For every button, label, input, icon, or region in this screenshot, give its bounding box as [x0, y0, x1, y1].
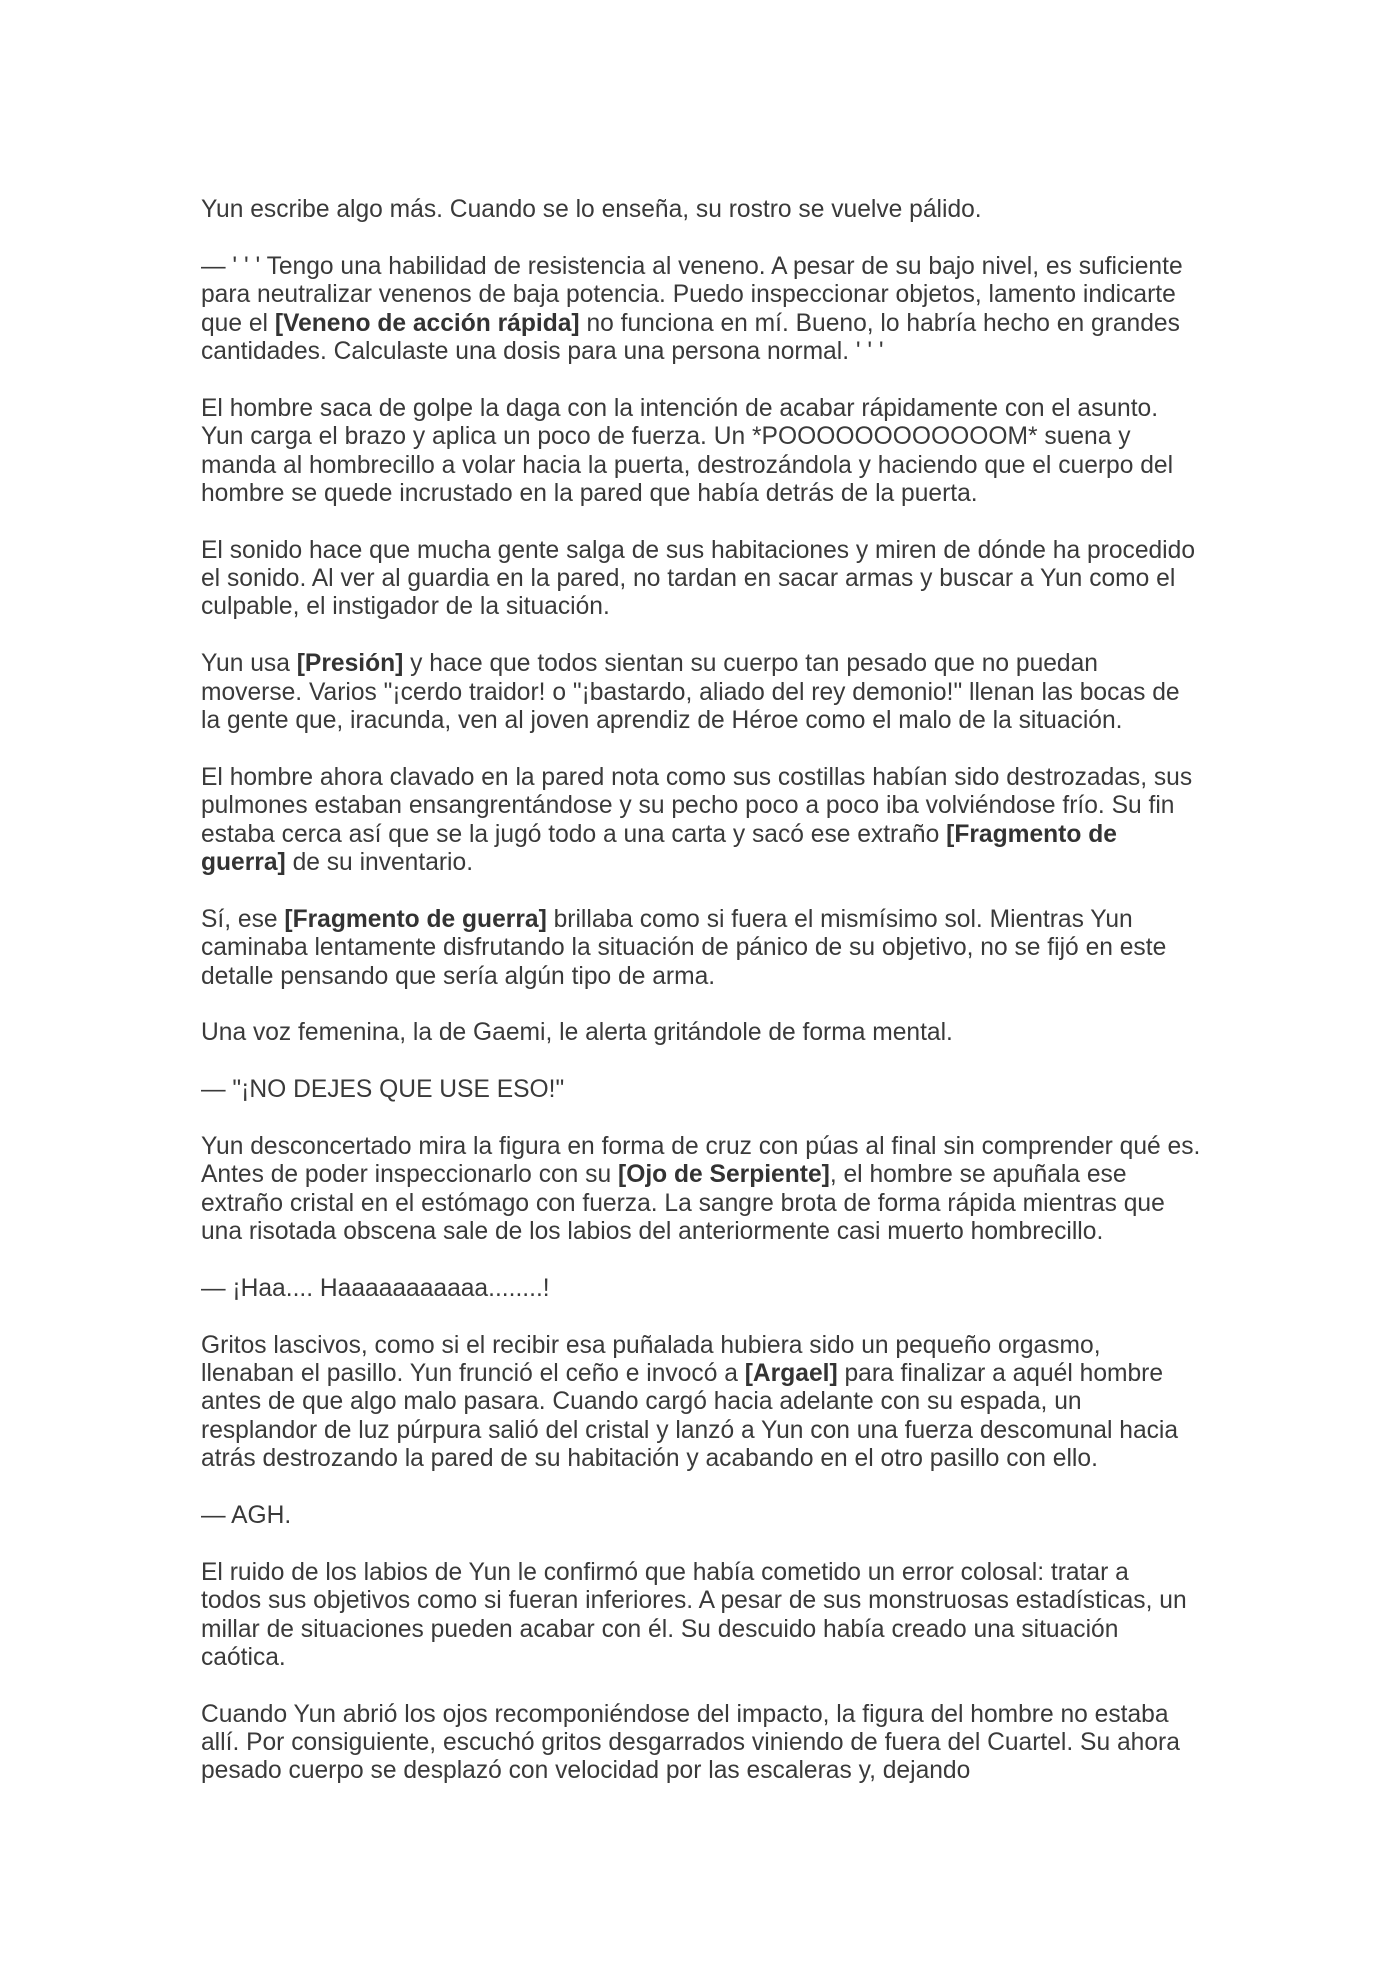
text-run: que el [201, 309, 275, 337]
paragraph [201, 537, 1241, 622]
text-line [201, 792, 1241, 820]
text-line [201, 1360, 1241, 1388]
text-line [201, 1388, 1241, 1416]
text-run: El hombre saca de golpe la daga con la intención de acabar rápidamente con el asunto. [201, 394, 1159, 422]
text-run: y hace que todos sientan su cuerpo tan pesado que no puedan [403, 650, 1098, 678]
bold-term: [Argael] [744, 1360, 838, 1388]
text-line [201, 565, 1241, 593]
text-line [201, 906, 1241, 934]
paragraph [201, 906, 1241, 991]
text-line [201, 821, 1241, 849]
text-line [201, 1218, 1241, 1246]
text-line [201, 1616, 1241, 1644]
text-line [201, 679, 1241, 707]
text-line [201, 1757, 1241, 1785]
text-run: manda al hombrecillo a volar hacia la puerta, destrozándola y haciendo que el cuerpo del [201, 451, 1174, 479]
text-line [201, 1502, 1241, 1530]
text-line [201, 764, 1241, 792]
paragraph [201, 650, 1241, 735]
text-line [201, 934, 1241, 962]
text-run: pesado cuerpo se desplazó con velocidad por las escaleras y, dejando [201, 1757, 971, 1785]
text-line [201, 963, 1241, 991]
text-run: extraño cristal en el estómago con fuerza. La sangre brota de forma rápida mientras que [201, 1189, 1165, 1217]
text-line [201, 1559, 1241, 1587]
text-line [201, 1701, 1241, 1729]
text-line [201, 1190, 1241, 1218]
text-run: Yun carga el brazo y aplica un poco de fuerza. Un *POOOOOOOOOOOOM* suena y [201, 423, 1131, 451]
text-run: para neutralizar venenos de baja potencia. Puedo inspeccionar objetos, lamento indicarte [201, 281, 1176, 309]
text-run: culpable, el instigador de la situación. [201, 593, 610, 621]
paragraph [201, 395, 1241, 509]
text-run: El hombre ahora clavado en la pared nota como sus costillas habían sido destrozadas, sus [201, 763, 1193, 791]
bold-term: [Fragmento de guerra] [284, 905, 547, 933]
text-line [201, 650, 1241, 678]
text-run: el sonido. Al ver al guardia en la pared, no tardan en sacar armas y buscar a Yun como el [201, 565, 1176, 593]
paragraph [201, 1019, 1241, 1047]
text-run: Yun desconcertado mira la figura en forma de cruz con púas al final sin comprender qué es. [201, 1132, 1201, 1160]
bold-term: guerra] [201, 848, 286, 876]
paragraph [201, 1559, 1241, 1673]
text-line [201, 1019, 1241, 1047]
text-line [201, 196, 1241, 224]
text-run: Antes de poder inspeccionarlo con su [201, 1161, 618, 1189]
paragraph [201, 764, 1241, 878]
text-line [201, 338, 1241, 366]
text-run: — AGH. [201, 1501, 292, 1529]
text-line [201, 537, 1241, 565]
text-run: , el hombre se apuñala ese [829, 1161, 1127, 1189]
text-run: Yun usa [201, 650, 297, 678]
text-run: caótica. [201, 1643, 286, 1671]
text-run: — ¡Haa.... Haaaaaaaaaaa........! [201, 1274, 550, 1302]
text-run: de su inventario. [285, 848, 474, 876]
text-line [201, 1587, 1241, 1615]
text-line [201, 1445, 1241, 1473]
text-line [201, 480, 1241, 508]
paragraph [201, 1133, 1241, 1247]
text-run: una risotada obscena sale de los labios del anteriormente casi muerto hombrecillo. [201, 1218, 1104, 1246]
text-line [201, 1275, 1241, 1303]
bold-term: [Presión] [296, 650, 404, 678]
text-line [201, 1133, 1241, 1161]
text-run: Cuando Yun abrió los ojos recomponiéndose del impacto, la figura del hombre no estaba [201, 1700, 1169, 1728]
text-run: moverse. Varios "¡cerdo traidor! o "¡bastardo, aliado del rey demonio!" llenan las bocas de [201, 678, 1180, 706]
text-run: estaba cerca así que se la jugó todo a una carta y sacó ese extraño [201, 820, 947, 848]
text-run: El sonido hace que mucha gente salga de sus habitaciones y miren de dónde ha procedido [201, 536, 1195, 564]
text-run: brillaba como si fuera el mismísimo sol. Mientras Yun [546, 905, 1133, 933]
text-line [201, 1161, 1241, 1189]
text-run: allí. Por consiguiente, escuchó gritos desgarrados viniendo de fuera del Cuartel. Su ahora [201, 1729, 1180, 1757]
text-run: resplandor de luz púrpura salió del cristal y lanzó a Yun con una fuerza descomunal hacia [201, 1416, 1179, 1444]
bold-term: [Veneno de acción rápida] [274, 309, 580, 337]
text-line [201, 423, 1241, 451]
text-run: la gente que, iracunda, ven al joven aprendiz de Héroe como el malo de la situación. [201, 707, 1123, 735]
text-line [201, 1644, 1241, 1672]
text-run: Yun escribe algo más. Cuando se lo enseña, su rostro se vuelve pálido. [201, 196, 982, 223]
text-run: — "¡NO DEJES QUE USE ESO!" [201, 1076, 565, 1104]
paragraph [201, 1701, 1241, 1786]
document-body [201, 196, 1241, 1814]
text-run: — ' ' ' Tengo una habilidad de resistencia al veneno. A pesar de su bajo nivel, es suficiente [201, 252, 1183, 280]
text-line [201, 1076, 1241, 1104]
text-line [201, 253, 1241, 281]
paragraph [201, 253, 1241, 367]
text-run: no funciona en mí. Bueno, lo habría hecho en grandes [579, 309, 1180, 337]
text-line [201, 395, 1241, 423]
text-run: Gritos lascivos, como si el recibir esa puñalada hubiera sido un pequeño orgasmo, [201, 1331, 1101, 1359]
text-run: llenaban el pasillo. Yun frunció el ceño e invocó a [201, 1360, 745, 1388]
paragraph [201, 196, 1241, 224]
text-line [201, 593, 1241, 621]
text-line [201, 707, 1241, 735]
text-line [201, 281, 1241, 309]
text-run: atrás destrozando la pared de su habitación y acabando en el otro pasillo con ello. [201, 1445, 1098, 1473]
paragraph [201, 1076, 1241, 1104]
text-line [201, 1417, 1241, 1445]
text-run: Sí, ese [201, 905, 285, 933]
paragraph [201, 1332, 1241, 1474]
text-run: para finalizar a aquél hombre [837, 1360, 1164, 1388]
text-run: antes de que algo malo pasara. Cuando cargó hacia adelante con su espada, un [201, 1388, 1082, 1416]
text-run: detalle pensando que sería algún tipo de arma. [201, 962, 716, 990]
text-line [201, 849, 1241, 877]
paragraph [201, 1275, 1241, 1303]
text-run: El ruido de los labios de Yun le confirmó que había cometido un error colosal: tratar a [201, 1558, 1129, 1586]
text-run: cantidades. Calculaste una dosis para una persona normal. ' ' ' [201, 337, 884, 365]
paragraph [201, 1502, 1241, 1530]
text-line [201, 452, 1241, 480]
text-run: hombre se quede incrustado en la pared que había detrás de la puerta. [201, 479, 978, 507]
text-run: todos sus objetivos como si fueran inferiores. A pesar de sus monstruosas estadísticas, un [201, 1587, 1187, 1615]
text-line [201, 1332, 1241, 1360]
text-line [201, 1729, 1241, 1757]
text-run: pulmones estaban ensangrentándose y su pecho poco a poco iba volviéndose frío. Su fin [201, 792, 1175, 820]
text-run: millar de situaciones pueden acabar con él. Su descuido había creado una situación [201, 1615, 1119, 1643]
text-run: caminaba lentamente disfrutando la situación de pánico de su objetivo, no se fijó en este [201, 934, 1167, 962]
text-run: Una voz femenina, la de Gaemi, le alerta gritándole de forma mental. [201, 1019, 953, 1047]
bold-term: [Ojo de Serpiente] [618, 1161, 830, 1189]
bold-term: [Fragmento de [946, 820, 1117, 848]
text-line [201, 310, 1241, 338]
